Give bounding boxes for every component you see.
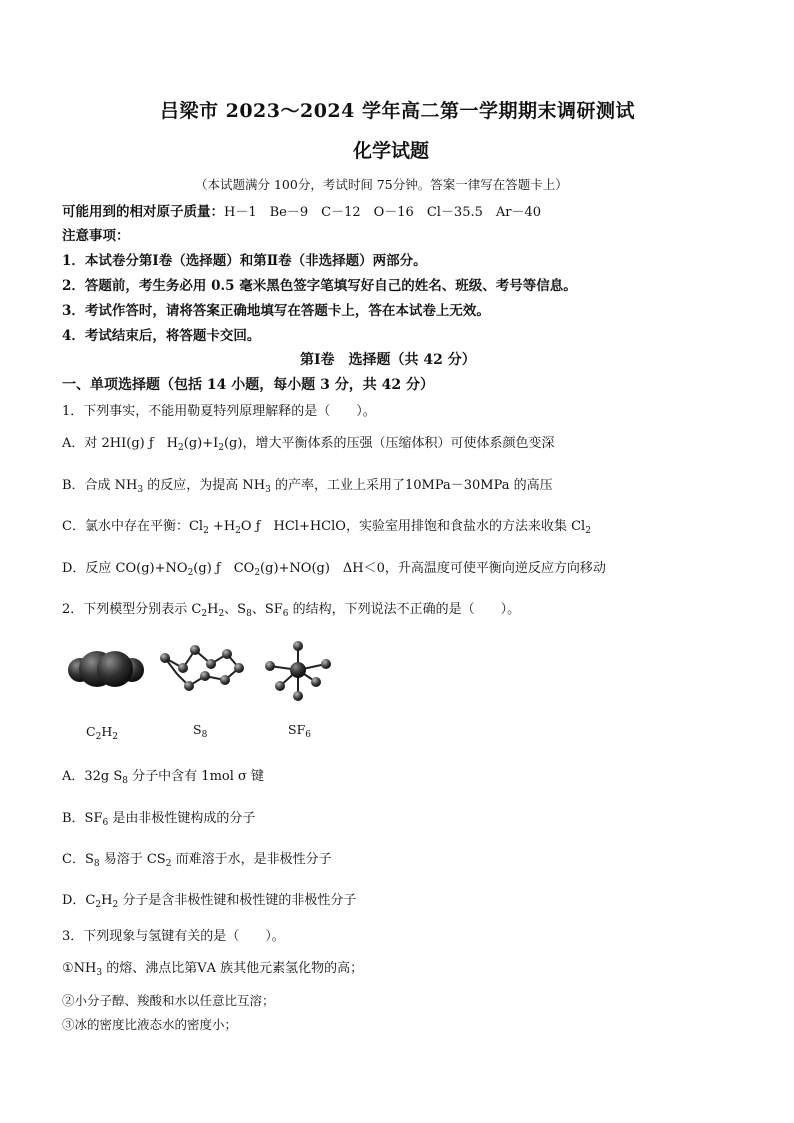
q3-item-2: ②小分子醇、羧酸和水以任意比互溶； (62, 993, 275, 1008)
c2h2-label (86, 724, 118, 742)
atomic-masses-label: 可能用到的相对原子质量： (62, 204, 224, 220)
q1-option-d (62, 557, 606, 578)
q1-option-c (62, 515, 591, 536)
q1-c-part2: +H (208, 519, 236, 534)
q2-c-sub2: 2 (165, 859, 172, 869)
q1-a-sub1: 2 (178, 443, 184, 453)
q2-stem-part4: 、SF (251, 602, 283, 617)
q1-option-b (62, 474, 553, 495)
q2-c-part3: 而难溶于水，是非极性分子 (171, 852, 332, 867)
q2-d-part2: H (101, 893, 113, 908)
q2-stem-part5: 的结构，下列说法不正确的是（ ）。 (288, 602, 521, 617)
q2-stem-sub1: 2 (201, 609, 208, 619)
q2-d-part3: 分子是含非极性键和极性键的非极性分子 (118, 893, 357, 908)
q2-option-a (62, 765, 264, 786)
sf6-label (288, 722, 311, 740)
exam-title: 吕梁市 2023～2024 学年高二第一学期期末调研测试 (160, 100, 635, 122)
q1-a-part3: (g)，增大平衡体系的压强（压缩体积）可使体系颜色变深 (223, 436, 555, 451)
q1-c-sub1: 2 (203, 526, 209, 536)
c2h2-label-c: C (86, 724, 96, 739)
q1-c-part3: O ƒ HCl+HClO，实验室用排饱和食盐水的方法来收集 Cl (240, 519, 586, 534)
q2-c-part1: C．S (62, 852, 94, 867)
notice-item-4: 4．考试结束后，将答题卡交回。 (62, 328, 261, 344)
notice-item-3: 3．考试作答时，请将答案正确地填写在答题卡上，答在本试卷上无效。 (62, 303, 490, 319)
q2-stem-sub4: 6 (282, 609, 289, 619)
q2-stem-sub2: 2 (218, 609, 225, 619)
sf6-label-sub: 6 (305, 730, 311, 740)
q3-stem: 3．下列现象与氢键有关的是（ ）。 (62, 929, 285, 944)
q1-b-part3: 的产率，工业上采用了10MPa－30MPa 的高压 (270, 478, 553, 493)
q3-item1-part2: 的熔、沸点比第ⅤA 族其他元素氢化物的高； (102, 961, 364, 976)
q2-b-part2: 是由非极性键构成的分子 (108, 811, 256, 826)
notice-item-1: 1．本试卷分第Ⅰ卷（选择题）和第Ⅱ卷（非选择题）两部分。 (62, 253, 427, 269)
q2-d-sub1: 2 (95, 900, 102, 910)
q2-stem (62, 598, 520, 619)
q1-d-part2: (g) ƒ CO (193, 561, 255, 576)
q2-option-b (62, 807, 255, 828)
s8-ball-and-stick-model (155, 638, 245, 698)
q3-item1-part1: ①NH (62, 961, 97, 976)
q1-option-a (62, 432, 554, 453)
q1-a-part1: A．对 2HI(g) ƒ H (62, 436, 179, 451)
atomic-masses-values: H－1 Be－9 C－12 O－16 Cl－35.5 Ar－40 (224, 205, 542, 220)
q2-b-sub: 6 (102, 818, 109, 828)
q2-a-sub: 8 (122, 776, 129, 786)
q2-stem-part3: 、S (224, 602, 247, 617)
q2-b-part1: B．SF (62, 811, 103, 826)
q1-d-part3: (g)+NO(g) ΔH＜0，升高温度可使平衡向逆反应方向移动 (260, 561, 606, 576)
section-heading: 一、单项选择题（包括 14 小题，每小题 3 分，共 42 分） (62, 377, 434, 393)
q1-c-sub2: 2 (235, 526, 241, 536)
q1-b-part2: 的反应，为提高 NH (143, 478, 266, 493)
atomic-masses (62, 200, 541, 220)
sf6-label-sf: SF (288, 722, 306, 737)
q1-d-sub1: 2 (187, 568, 194, 578)
part1-heading: 第Ⅰ卷 选择题（共 42 分） (300, 352, 476, 368)
q1-c-part1: C．氯水中存在平衡：Cl (62, 519, 204, 534)
notice-item-2: 2．答题前，考生务必用 0.5 毫米黑色签字笔填写好自己的姓名、班级、考号等信息。 (62, 278, 577, 294)
q2-c-part2: 易溶于 CS (99, 852, 166, 867)
q1-stem: 1．下列事实，不能用勒夏特列原理解释的是（ ）。 (62, 404, 376, 419)
q3-item1-sub: 3 (96, 968, 103, 978)
sf6-ball-and-stick-model (258, 638, 338, 708)
q2-d-part1: D．C (62, 893, 96, 908)
q2-stem-part1: 2．下列模型分别表示 C (62, 602, 202, 617)
c2h2-label-sub1: 2 (95, 732, 102, 742)
q1-c-sub3: 2 (585, 526, 591, 536)
q2-a-part1: A．32g S (62, 769, 123, 784)
subject-title: 化学试题 (353, 140, 430, 162)
q2-c-sub1: 8 (93, 859, 100, 869)
q1-a-part2: (g)+I (183, 436, 219, 451)
q1-b-part1: B．合成 NH (62, 478, 138, 493)
s8-label-s: S (193, 722, 202, 737)
q2-stem-sub3: 8 (246, 609, 252, 619)
q3-item-1 (62, 957, 363, 978)
notices-heading: 注意事项： (62, 228, 130, 244)
q1-b-sub1: 3 (137, 485, 144, 495)
c2h2-label-sub2: 2 (112, 732, 118, 742)
q1-d-part1: D．反应 CO(g)+NO (62, 561, 188, 576)
q2-a-part2: 分子中含有 1mol σ 键 (128, 769, 265, 784)
q2-d-sub2: 2 (112, 900, 119, 910)
q3-item-3: ③冰的密度比液态水的密度小； (62, 1017, 238, 1032)
exam-note: （本试题满分 100分，考试时间 75分钟。答案一律写在答题卡上） (195, 177, 568, 192)
c2h2-space-filling-model (66, 640, 146, 700)
q1-b-sub2: 3 (265, 485, 271, 495)
q2-stem-part2: H (207, 602, 219, 617)
s8-label (193, 722, 207, 740)
c2h2-label-h: H (101, 724, 113, 739)
s8-label-sub: 8 (201, 730, 208, 740)
q2-option-c (62, 848, 332, 869)
q1-a-sub2: 2 (218, 443, 224, 453)
q2-option-d (62, 889, 356, 910)
q1-d-sub2: 2 (254, 568, 261, 578)
